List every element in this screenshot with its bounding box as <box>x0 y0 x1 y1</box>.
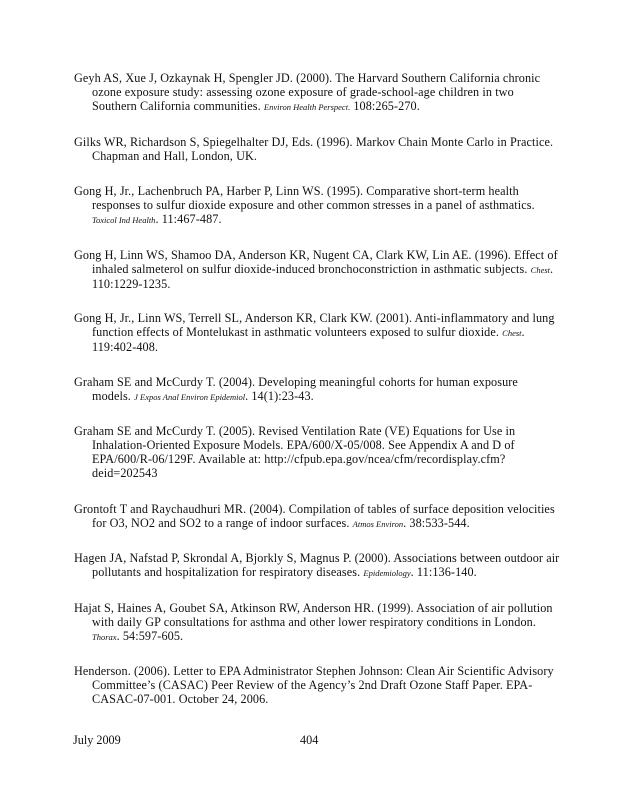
reference-item: Hajat S, Haines A, Goubet SA, Atkinson RW, Anderson HR. (1999). Association of air pollution with daily GP consultations for asthma and other lower respiratory conditions in London. Thorax. 54:597-605. <box>74 600 553 643</box>
journal-title: Thorax <box>92 631 117 642</box>
reference-item: Gong H, Jr., Linn WS, Terrell SL, Anderson KR, Clark KW. (2001). Anti-inflammatory and lung function effects of Montelukast in asthmatic volunteers exposed to sulfur dioxide. Chest. 119:402-408. <box>74 311 555 354</box>
journal-title: Chest <box>530 264 551 275</box>
reference-item: Gong H, Linn WS, Shamoo DA, Anderson KR, Nugent CA, Clark KW, Lin AE. (1996). Effect of inhaled salmeterol on sulfur dioxide-induced bronchoconstriction in asthmatic subjects. Chest. 110:1229-1235. <box>74 247 558 291</box>
journal-title: Atmos Environ <box>352 518 404 529</box>
journal-title: Toxicol Ind Health <box>92 215 156 225</box>
reference-item: Gong H, Jr., Lachenbruch PA, Harber P, Linn WS. (1995). Comparative short-term health responses to sulfur dioxide exposure and other common stresses in a panel of asthmatics. Toxicol Ind Health. 11:467-487. <box>74 184 535 226</box>
footer-date: July 2009 <box>73 733 121 747</box>
reference-item: Henderson. (2006). Letter to EPA Administrator Stephen Johnson: Clean Air Scientific Advisory Committee’s (CASAC) Peer Review of the Agency’s 2nd Draft Ozone Staff Paper. EPA-CASAC-07-001. October 24, 2006. <box>74 664 554 706</box>
reference-item: Hagen JA, Nafstad P, Skrondal A, Bjorkly S, Magnus P. (2000). Associations between outdoor air pollutants and hospitalization for respiratory diseases. Epidemiology. 11:136-140. <box>74 551 560 579</box>
journal-title: J Expos Anal Environ Epidemiol <box>134 391 246 402</box>
reference-item: Graham SE and McCurdy T. (2005). Revised Ventilation Rate (VE) Equations for Use in Inhalation-Oriented Exposure Models. EPA/600/X-05/008. See Appendix A and D of EPA/600/R-06/129F. Available at: http://cfpub.epa.gov/ncea/cfm/recordisplay.cfm?deid=202543 <box>74 424 516 480</box>
reference-item: Graham SE and McCurdy T. (2004). Developing meaningful cohorts for human exposure models. J Expos Anal Environ Epidemiol. 14(1):23-43. <box>74 374 518 403</box>
reference-list <box>74 71 560 728</box>
journal-title: Chest <box>502 328 522 338</box>
reference-item: Grontoft T and Raychaudhuri MR. (2004). Compilation of tables of surface deposition velocities for O3, NO2 and SO2 to a range of indoor surfaces. Atmos Environ. 38:533-544. <box>74 501 555 530</box>
page-number: 404 <box>300 733 319 747</box>
journal-title: Environ Health Perspect. <box>263 102 351 112</box>
reference-item: Geyh AS, Xue J, Ozkaynak H, Spengler JD. (2000). The Harvard Southern California chronic ozone exposure study: assessing ozone exposure of grade-school-age children in two Southern California communities. Environ Health Perspect. 108:265-270. <box>74 71 541 113</box>
reference-item: Gilks WR, Richardson S, Spiegelhalter DJ, Eds. (1996). Markov Chain Monte Carlo in Practice. Chapman and Hall, London, UK. <box>74 134 554 163</box>
journal-title: Epidemiology <box>363 568 411 578</box>
